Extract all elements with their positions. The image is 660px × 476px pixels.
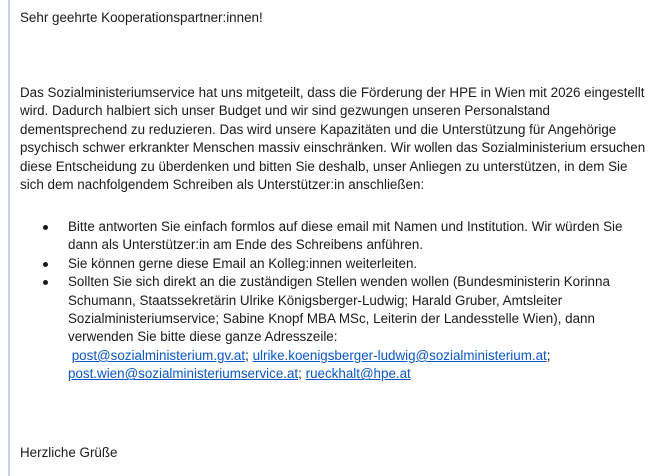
bullet-item-forward — [20, 255, 652, 273]
bullet-dot-icon — [43, 262, 48, 267]
bullet-line: verwenden Sie bitte diese ganze Adresszeile: — [68, 329, 338, 345]
quote-bar — [8, 0, 10, 476]
bullet-dot-icon — [43, 225, 48, 230]
email-link-koenigsberger-ludwig[interactable]: ulrike.koenigsberger-ludwig@sozialministerium.at — [252, 347, 547, 363]
paragraph-line: wird. Dadurch halbiert sich unser Budget und wir sind gezwungen unseren Personalstand — [20, 103, 550, 119]
bullet-item-contacts — [20, 273, 652, 383]
bullet-line: Schumann, Staatssekretärin Ulrike Königsberger-Ludwig; Harald Gruber, Amtsleiter — [68, 292, 563, 308]
bullet-list — [20, 218, 652, 384]
email-link-post-wien[interactable]: post.wien@sozialministeriumservice.at — [68, 366, 299, 382]
bullet-line: Sollten Sie sich direkt an die zuständigen Stellen wenden wollen (Bundesministerin Korinna — [68, 274, 610, 290]
address-line-2 — [68, 365, 652, 383]
paragraph-line: sich dem nachfolgendem Schreiben als Unterstützer:in anschließen: — [20, 177, 425, 193]
address-separator: ; — [546, 347, 551, 363]
email-body — [20, 0, 652, 476]
paragraph-line: diese Entscheidung zu überdenken und bitten Sie deshalb, unser Anliegen zu unterstützen, in dem Sie — [20, 158, 628, 174]
closing: Herzliche Grüße — [20, 445, 118, 460]
bullet-line: Sie können gerne diese Email an Kolleg:innen weiterleiten. — [68, 255, 418, 271]
address-line-1 — [68, 347, 652, 365]
bullet-line: Sozialministeriumservice; Sabine Knopf MBA MSc, Leiterin der Landesstelle Wien), dann — [68, 311, 595, 327]
paragraph-line: psychisch schwer erkrankter Menschen massiv einschränken. Wir wollen das Sozialministerium ersuchen — [20, 140, 646, 156]
address-separator: ; — [298, 366, 302, 382]
bullet-item-reply — [20, 218, 652, 255]
bullet-dot-icon — [43, 280, 48, 285]
bullet-line: dann als Unterstützer:in am Ende des Schreibens anführen. — [68, 237, 424, 253]
email-link-sozialministerium[interactable]: post@sozialministerium.gv.at — [71, 347, 246, 363]
greeting: Sehr geehrte Kooperationspartner:innen! — [20, 10, 263, 25]
address-separator: ; — [245, 347, 249, 363]
body-paragraph — [20, 84, 652, 194]
paragraph-line: Das Sozialministeriumservice hat uns mitgeteilt, dass die Förderung der HPE in Wien mit 2026 eingestellt — [20, 85, 645, 100]
email-link-rueckhalt[interactable]: rueckhalt@hpe.at — [305, 366, 411, 382]
bullet-line: Bitte antworten Sie einfach formlos auf diese email mit Namen und Institution. Wir würden Sie — [68, 219, 623, 234]
paragraph-line: dementsprechend zu reduzieren. Das wird unsere Kapazitäten und die Unterstützung für Angehörige — [20, 121, 617, 137]
